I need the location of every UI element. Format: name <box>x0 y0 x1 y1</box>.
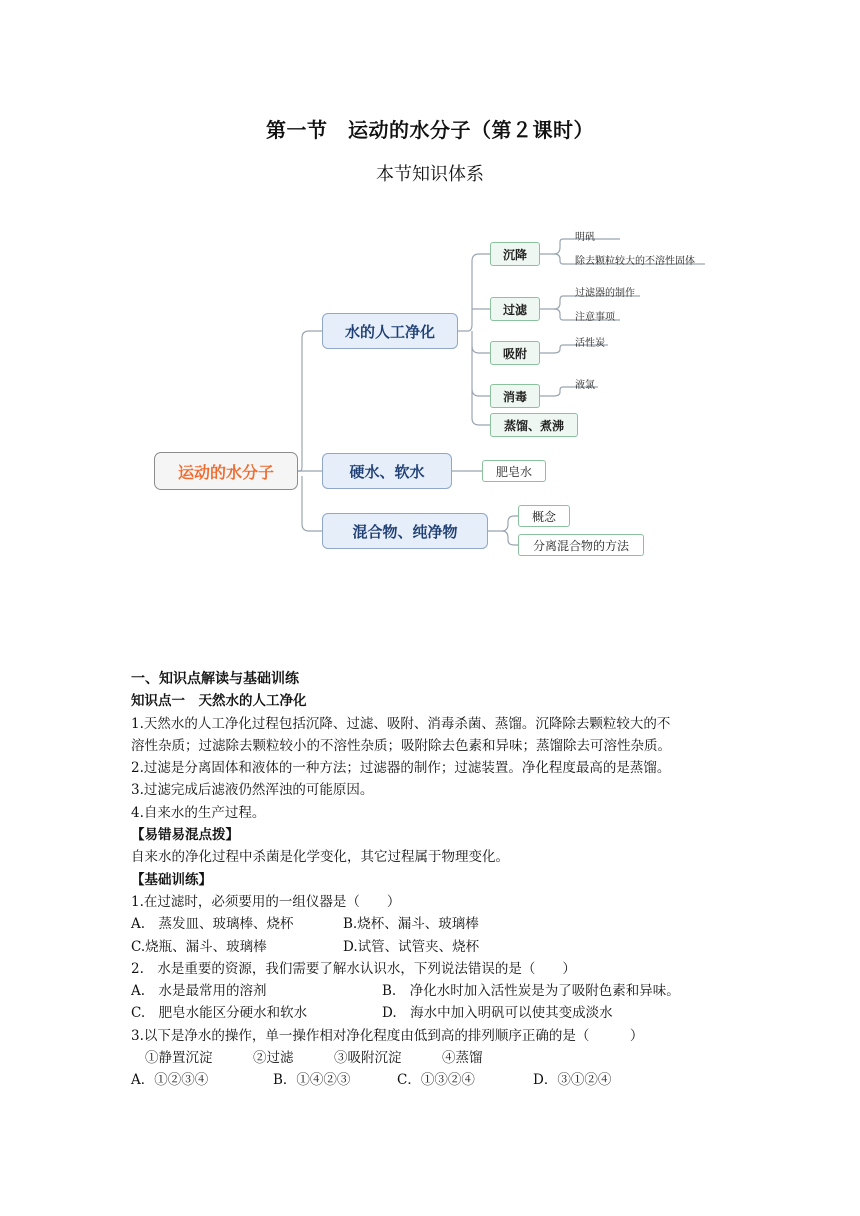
point-line: 4.自来水的生产过程。 <box>131 804 266 821</box>
node-separation-methods: 分离混合物的方法 <box>518 534 644 556</box>
point-line: 1.天然水的人工净化过程包括沉降、过滤、吸附、消毒杀菌、蒸馏。沉降除去颗粒较大的不 <box>131 715 671 732</box>
question-1-options-row <box>131 936 743 958</box>
question-3-options-row <box>131 1069 743 1091</box>
node-disinfect: 消毒 <box>490 384 540 408</box>
section-heading: 一、知识点解读与基础训练 <box>131 671 299 687</box>
node-soapy-water: 肥皂水 <box>482 460 546 482</box>
question-1-options-row <box>131 913 743 935</box>
node-distill: 蒸馏、煮沸 <box>490 413 578 437</box>
leaf-activated-carbon: 活性炭 <box>575 338 605 349</box>
question-1-stem: 1.在过滤时，必须要用的一组仪器是（ ） <box>131 893 401 910</box>
node-hard-soft-water: 硬水、软水 <box>322 453 452 489</box>
content-body <box>131 668 743 1092</box>
option-b: B. 净化水时加入活性炭是为了吸附色素和异味。 <box>382 983 680 1000</box>
leaf-remove-large-solids: 除去颗粒较大的不溶性固体 <box>575 256 695 267</box>
tip-text: 自来水的净化过程中杀菌是化学变化，其它过程属于物理变化。 <box>131 849 509 866</box>
leaf-precautions: 注意事项 <box>575 312 615 323</box>
connector <box>458 254 490 331</box>
leaf-filter-making: 过滤器的制作 <box>575 288 635 299</box>
question-2-stem: 2. 水是重要的资源，我们需要了解水认识水，下列说法错误的是（ ） <box>131 960 576 977</box>
option-c: C.烧瓶、漏斗、玻璃棒 <box>131 938 267 955</box>
option-c: C. 肥皂水能区分硬水和软水 <box>131 1005 308 1022</box>
option-c: C．①③②④ <box>397 1072 475 1089</box>
page-title: 第一节 运动的水分子（第２课时） <box>266 118 594 142</box>
node-concept: 概念 <box>518 505 570 527</box>
connector <box>488 516 518 531</box>
question-2-options-row <box>131 1002 743 1024</box>
point-line: 3.过滤完成后滤液仍然浑浊的可能原因。 <box>131 782 374 799</box>
page-subtitle: 本节知识体系 <box>376 164 484 185</box>
node-mixture-pure: 混合物、纯净物 <box>322 513 488 549</box>
option-d: D. 海水中加入明矾可以使其变成淡水 <box>382 1005 613 1022</box>
option-b: B．①④②③ <box>273 1072 351 1089</box>
mind-map <box>150 228 720 568</box>
question-3-operations: ①静置沉淀 ②过滤 ③吸附沉淀 ④蒸馏 <box>145 1050 483 1067</box>
point-line: 溶性杂质；过滤除去颗粒较小的不溶性杂质；吸附除去色素和异味；蒸馏除去可溶性杂质。 <box>131 737 671 754</box>
root-node: 运动的水分子 <box>154 452 298 490</box>
option-d: D．③①②④ <box>533 1072 612 1089</box>
connector <box>502 531 518 545</box>
option-b: B.烧杯、漏斗、玻璃棒 <box>343 916 479 933</box>
question-3-stem: 3.以下是净水的操作，单一操作相对净化程度由低到高的排列顺序正确的是（ ） <box>131 1027 644 1044</box>
node-adsorb: 吸附 <box>490 341 540 365</box>
point-line: 2.过滤是分离固体和液体的一种方法；过滤器的制作；过滤装置。净化程度最高的是蒸馏。 <box>131 760 671 777</box>
training-heading: 【基础训练】 <box>131 871 212 888</box>
question-2-options-row <box>131 980 743 1002</box>
leaf-chlorine: 液氯 <box>575 380 595 391</box>
connector <box>302 476 322 531</box>
option-a: A. 蒸发皿、玻璃棒、烧杯 <box>131 916 294 933</box>
node-purify: 水的人工净化 <box>322 313 458 349</box>
option-a: A．①②③④ <box>131 1072 209 1089</box>
knowledge-point-title: 知识点一 天然水的人工净化 <box>131 693 307 710</box>
node-sediment: 沉降 <box>490 242 540 266</box>
node-filter: 过滤 <box>490 297 540 321</box>
option-d: D.试管、试管夹、烧杯 <box>343 938 480 955</box>
connector <box>472 331 490 353</box>
option-a: A. 水是最常用的溶剂 <box>131 983 267 1000</box>
tip-heading: 【易错易混点拨】 <box>131 827 239 844</box>
leaf-alum: 明矾 <box>575 232 595 243</box>
connector <box>298 331 322 471</box>
